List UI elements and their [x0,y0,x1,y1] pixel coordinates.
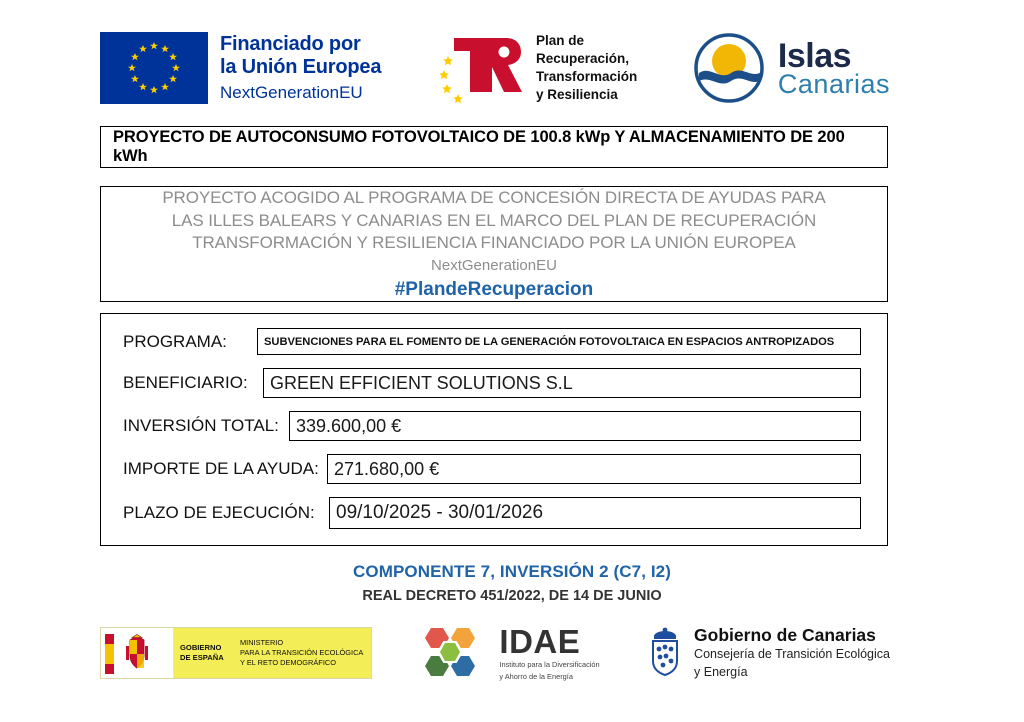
programa-label: PROGRAMA: [123,331,227,351]
gobierno-canarias-logo [645,626,890,681]
notice-hashtag: #PlandeRecuperacion [394,278,594,300]
prtr-line3: Transformación [535,69,638,84]
gobierno-canarias-line3: y Energía [694,664,748,679]
islas-canarias-line1: Islas [777,36,852,75]
eu-logo-line1: Financiado por [220,32,361,55]
canarias-crest-icon [645,627,685,679]
ministerio-line2: PARA LA TRANSICIÓN ECOLÓGICA [240,648,364,657]
prtr-mark-icon [434,30,526,106]
beneficiario-value: GREEN EFFICIENT SOLUTIONS S.L [270,372,573,393]
gobierno-espana-line2: DE ESPAÑA [180,653,224,662]
idae-sub1: Instituto para la Diversificación [499,659,600,669]
inversion-value: 339.600,00 € [296,415,402,436]
prtr-logo-text [536,32,637,103]
prtr-line4: y Resiliencia [535,86,618,102]
eu-flag-icon [100,32,208,104]
gobierno-espana-line1: GOBIERNO [180,643,222,653]
plazo-value: 09/10/2025 - 30/01/2026 [336,502,544,523]
plazo-label: PLAZO DE EJECUCIÓN: [123,503,315,522]
ministerio-line3: Y EL RETO DEMOGRÁFICO [240,657,336,667]
ayuda-value: 271.680,00 € [334,458,440,479]
gobierno-espana-name [180,643,232,663]
eu-funding-logo [100,32,381,104]
prtr-line2: Recuperación, [535,51,629,67]
ministerio-text [240,638,363,668]
islas-canarias-logo [690,31,890,105]
project-title-box [100,126,888,168]
project-title-text: PROYECTO DE AUTOCONSUMO FOTOVOLTAICO DE 100.8 kWp Y ALMACENAMIENTO DE 200 kWh [113,128,845,165]
islas-canarias-text [777,36,890,99]
row-importe-ayuda [123,454,861,484]
ayuda-field [327,454,861,484]
ministerio-line1: MINISTERIO [240,638,284,648]
idae-name: IDAE [499,622,581,660]
islas-canarias-line2: Canarias [777,68,890,99]
notice-line-3: TRANSFORMACIÓN Y RESILIENCIA FINANCIADO POR LA UNIÓN EUROPEA [192,233,796,253]
notice-line-4: NextGenerationEU [431,256,557,274]
eu-logo-line3: NextGenerationEU [220,83,363,103]
sun-waves-icon [690,31,768,105]
gobierno-canarias-line2: Consejería de Transición Ecológica [694,647,890,661]
inversion-field [289,411,861,441]
programa-value: SUBVENCIONES PARA EL FOMENTO DE LA GENERACIÓN FOTOVOLTAICA EN ESPACIOS ANTROPIZADOS [264,335,835,348]
real-decreto-text: REAL DECRETO 451/2022, DE 14 DE JUNIO [362,588,662,604]
plazo-field [329,497,861,529]
gobierno-canarias-text [694,626,890,681]
inversion-label: INVERSIÓN TOTAL: [123,416,279,435]
row-beneficiario [123,368,861,398]
gobierno-espana-text [174,628,371,678]
programa-field [257,328,861,355]
eu-logo-text [220,33,381,103]
eu-logo-line2: la Unión Europea [220,56,382,79]
row-programa [123,328,861,355]
componente-text: COMPONENTE 7, INVERSIÓN 2 (C7, I2) [353,562,671,581]
row-inversion-total [123,411,861,441]
idae-mark-icon [417,624,491,682]
notice-line-2: LAS ILLES BALEARS Y CANARIAS EN EL MARCO DEL PLAN DE RECUPERACIÓN [171,210,817,230]
notice-line-1: PROYECTO ACOGIDO AL PROGRAMA DE CONCESIÓN DIRECTA DE AYUDAS PARA [162,188,826,208]
ayuda-label: IMPORTE DE LA AYUDA: [123,459,319,478]
beneficiario-label: BENEFICIARIO: [123,373,248,392]
idae-logo [417,624,599,682]
row-plazo-ejecucion [123,497,861,529]
program-notice-box [100,186,888,302]
prtr-logo [434,30,637,106]
gobierno-espana-logo [100,627,372,679]
prtr-line1: Plan de [535,33,584,49]
spain-crest-icon [101,628,174,678]
idae-sub2: y Ahorro de la Energía [499,671,573,681]
header-logo-band [100,22,890,114]
footer-logo-band [100,620,890,686]
project-data-box [100,313,888,546]
idae-text [499,622,600,682]
beneficiario-field [263,368,861,398]
gobierno-canarias-line1: Gobierno de Canarias [694,624,876,645]
